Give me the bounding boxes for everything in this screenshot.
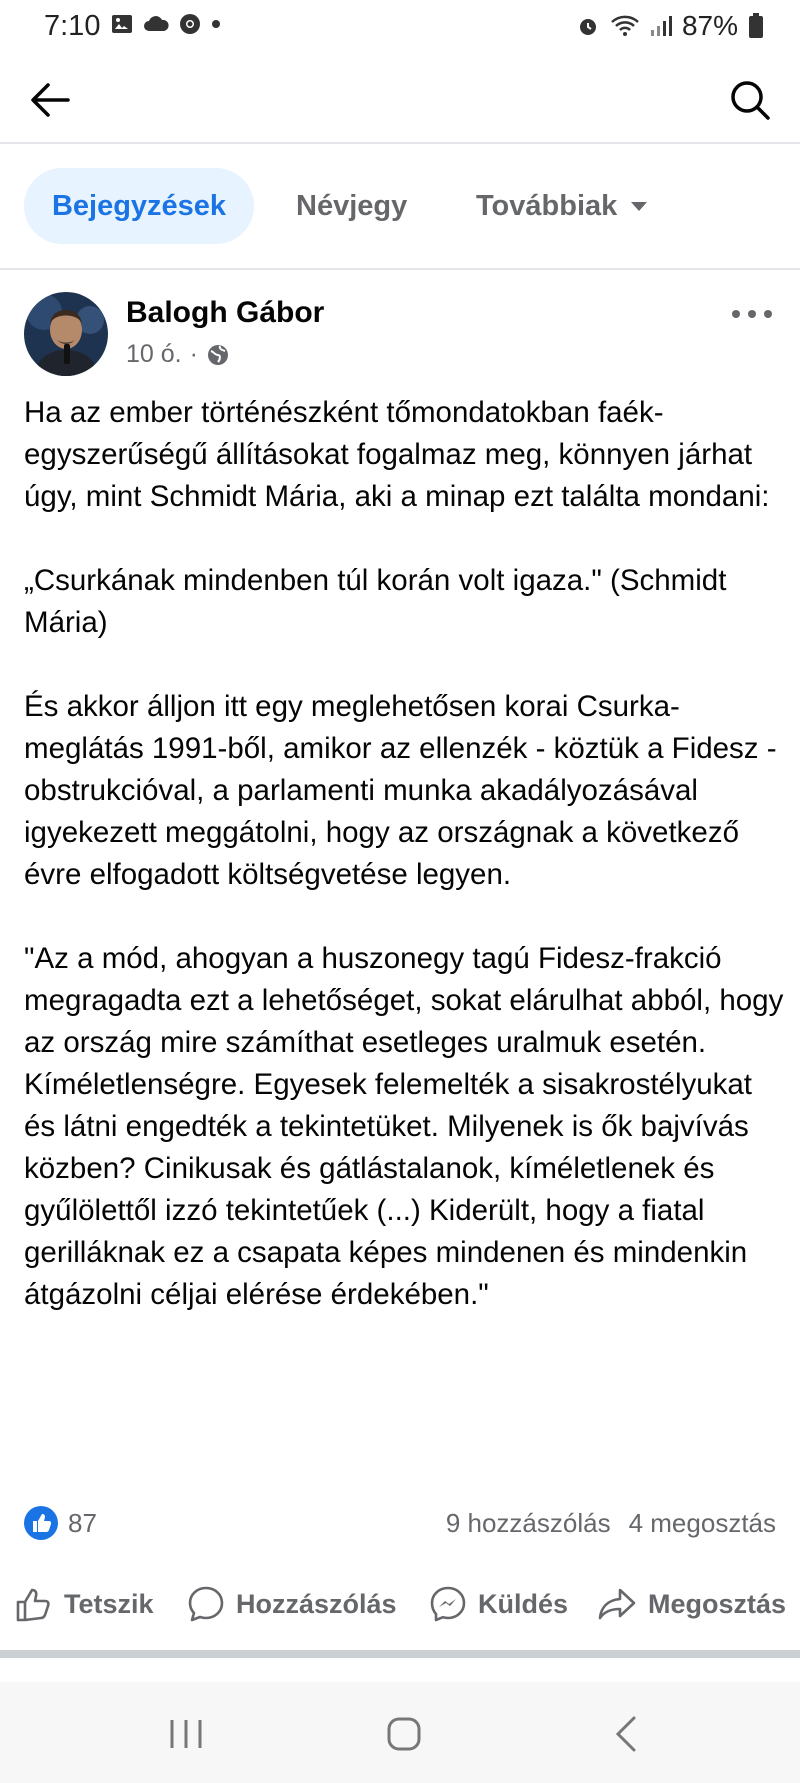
nav-back-button[interactable] [606,1712,650,1756]
like-button[interactable] [14,1576,154,1632]
cloud-icon [142,13,170,35]
alarm-icon [576,14,600,38]
avatar-image [24,292,108,376]
post-paragraph: „Csurkának mindenben túl korán volt igaza." (Schmidt Mária) [24,564,727,639]
dot-icon [210,18,222,30]
post-actions [0,1576,800,1636]
share-count[interactable]: 4 megosztás [628,1508,776,1538]
status-bar [0,0,800,52]
avatar[interactable] [24,292,108,376]
back-button[interactable] [26,76,74,124]
recent-apps-icon [164,1712,208,1756]
battery-icon [748,13,764,39]
post-paragraph: És akkor álljon itt egy meglehetősen korai Csurka-meglátás 1991-ből, amikor az ellenzék - köztük a Fidesz - obstrukcióval, a parlamenti munka akadályozásával igyekezett meggátolni, hogy az országnak a következő évre elfogadott költségvetése legyen. [24,690,777,891]
share-button[interactable] [596,1576,786,1632]
post-header [24,292,776,382]
search-icon [726,76,774,124]
engagement-counts [446,1508,776,1539]
search-button[interactable] [726,76,774,124]
like-reaction-icon[interactable] [24,1506,58,1540]
comment-button[interactable] [186,1576,397,1632]
more-options-button[interactable] [728,302,776,326]
chevron-left-icon [606,1712,650,1756]
tab-bejegyzesek[interactable]: Bejegyzések [24,168,254,244]
caret-down-icon [629,200,649,212]
app-bar [0,52,800,144]
profile-tabs [0,168,800,244]
send-button[interactable] [428,1576,568,1632]
system-navigation-bar [0,1682,800,1783]
wifi-icon [610,14,640,38]
more-horizontal-icon [728,302,776,326]
meta-separator: · [189,340,198,368]
post-paragraph: Ha az ember történészként tőmondatokban faék-egyszerűségű állításokat fogalmaz meg, könnyen járhat úgy, mint Schmidt Mária, aki a minap ezt találta mondani: [24,396,770,513]
globe-icon [206,343,230,367]
post-author[interactable]: Balogh Gábor [126,296,325,329]
home-icon [382,1712,426,1756]
tab-tovabbiak-label: Továbbiak [476,190,618,222]
send-label: Küldés [478,1588,569,1619]
system-status [576,10,764,42]
share-arrow-icon [596,1584,638,1624]
share-label: Megosztás [648,1588,787,1619]
arrow-left-icon [26,76,74,124]
comment-label: Hozzászólás [236,1588,397,1619]
post-time[interactable]: 10 ó. [126,340,182,368]
section-divider [0,1650,800,1658]
tab-nevjegy[interactable]: Névjegy [296,190,408,222]
comment-count[interactable]: 9 hozzászólás [445,1508,611,1538]
like-label: Tetszik [64,1588,154,1619]
gallery-icon [110,12,134,36]
signal-icon [650,15,672,37]
battery-percent: 87% [681,10,738,41]
divider [0,268,800,270]
like-count[interactable]: 87 [68,1508,97,1538]
notification-icons [110,12,222,36]
post-text [24,392,784,1358]
comment-icon [186,1584,226,1624]
messenger-icon [428,1584,468,1624]
status-time: 7:10 [44,10,101,42]
post-meta [126,340,230,369]
post-paragraph: "Az a mód, ahogyan a huszonegy tagú Fidesz-frakció megragadta ezt a lehetőséget, sokat elárulhat abból, hogy az ország mire számíthat esetleges uralmuk esetén. Kíméletlenségre. Egyesek felemelték a sisakrostélyukat és látni engedték a tekintetüket. Milyenek is ők bajvívás közben? Cinikusak és gátlástalanok, kíméletlenek és gyűlölettől izzó tekintetűek (...) Kiderült, hogy a fiatal gerilláknak ez a csapata képes mindenen és mindenkin átgázolni céljai elérése érdekében." [24,942,784,1311]
thumbs-up-icon [14,1584,54,1624]
post-stats [24,1502,776,1546]
tab-tovabbiak[interactable] [476,168,649,244]
recent-apps-button[interactable] [164,1712,208,1756]
chrome-icon [178,12,202,36]
home-button[interactable] [382,1712,426,1756]
